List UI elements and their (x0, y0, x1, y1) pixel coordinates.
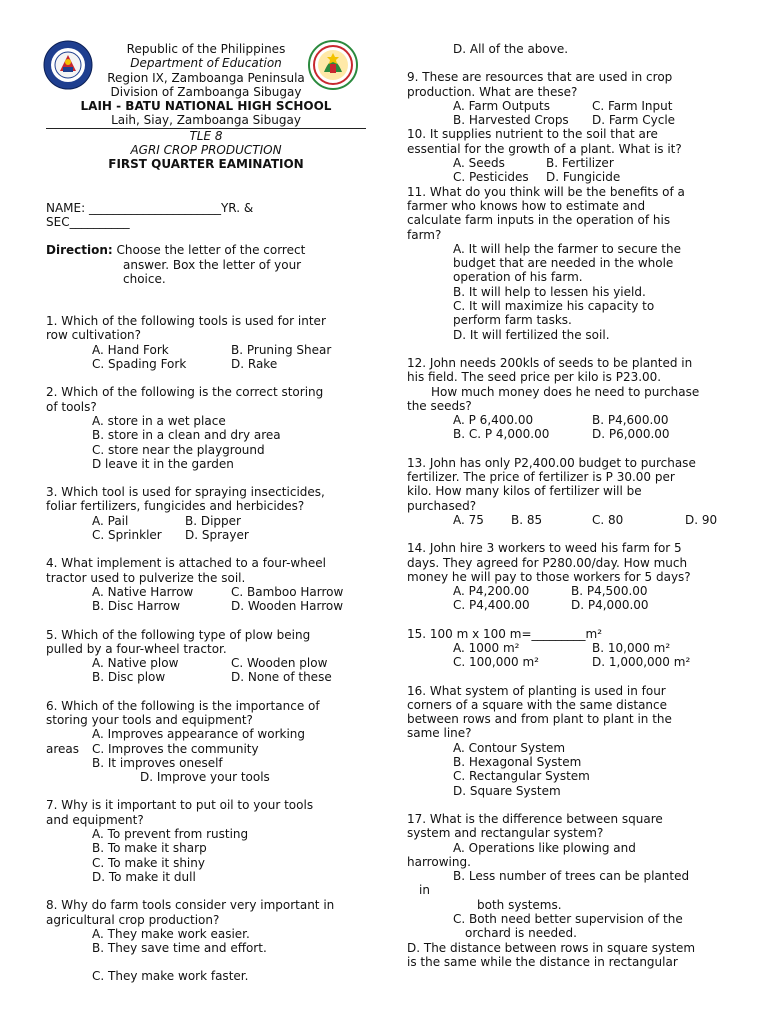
choice-b[interactable]: B. Disc Harrow (92, 599, 181, 614)
question-stem: 8. Why do farm tools consider very important in (46, 898, 335, 913)
choice-b-cont: in (419, 883, 430, 898)
choice-b[interactable]: B. To make it sharp (92, 841, 207, 856)
section-field-line[interactable]: SEC__________ (46, 214, 130, 229)
republic-line: Republic of the Philippines (126, 42, 286, 56)
course-line: AGRI CROP PRODUCTION (130, 143, 282, 158)
choice-b[interactable]: B. They save time and effort. (92, 941, 267, 956)
q8-choice-d[interactable]: D. All of the above. (453, 42, 569, 56)
choice-a[interactable]: A. Improves appearance of working (92, 727, 306, 742)
direction-text-3: choice. (123, 271, 166, 286)
choice-c[interactable]: C. Rectangular System (453, 769, 590, 784)
choice-c[interactable]: C. store near the playground (92, 442, 265, 457)
choice-a-continuation: areas (46, 741, 80, 756)
choice-d[interactable]: D. Rake (231, 357, 278, 372)
choice-a[interactable]: A. 1000 m² (453, 640, 520, 655)
question-stem: of tools? (46, 399, 97, 414)
question-stem: production. What are these? (407, 84, 578, 99)
choice-c-cont: orchard is needed. (465, 926, 577, 941)
choice-c[interactable]: C. 100,000 m² (453, 655, 539, 670)
choice-b[interactable]: B. It will help to lessen his yield. (453, 284, 646, 299)
question-stem: 4. What implement is attached to a four-wheel (46, 556, 326, 571)
department-line: Department of Education (130, 56, 282, 71)
question-stem: farmer who knows how to estimate and (407, 198, 646, 213)
question-stem: 10. It supplies nutrient to the soil that are (407, 127, 658, 142)
question-1 (46, 314, 366, 371)
region-line: Region IX, Zamboanga Peninsula (107, 70, 305, 85)
choice-d[interactable]: D. Improve your tools (140, 770, 270, 785)
choice-d[interactable]: D. P6,000.00 (592, 427, 670, 442)
choice-b[interactable]: B. 10,000 m² (592, 640, 671, 655)
question-stem: farm? (407, 227, 442, 242)
direction-text-1: Choose the letter of the correct (112, 243, 306, 258)
choice-d[interactable]: D. 1,000,000 m² (592, 655, 691, 670)
question-16 (407, 684, 725, 798)
question-stem: fertilizer. The price of fertilizer is P 30.00 per (407, 470, 675, 485)
question-stem: purchased? (407, 498, 477, 513)
question-stem: kilo. How many kilos of fertilizer will be (407, 484, 642, 499)
choice-b[interactable]: B. store in a clean and dry area (92, 428, 281, 443)
question-stem: How much money does he need to purchase (431, 384, 700, 399)
question-stem: corners of a square with the same distance (407, 697, 668, 712)
choice-b[interactable]: B. Disc plow (92, 670, 166, 685)
direction-text-2: answer. Box the letter of your (123, 257, 302, 272)
choice-d-cont: is the same while the distance in rectangular (407, 954, 678, 969)
choice-d[interactable]: D. Farm Cycle (592, 113, 676, 128)
question-stem: 5. Which of the following type of plow being (46, 627, 311, 642)
choice-b[interactable]: B. Pruning Shear (231, 342, 332, 357)
right-column (407, 0, 725, 969)
choice-a[interactable]: A. Operations like plowing and (453, 840, 636, 855)
name-field-line[interactable]: NAME: ______________________YR. & (46, 200, 254, 215)
question-10 (407, 127, 725, 184)
choice-a-cont: harrowing. (407, 854, 471, 869)
choice-a[interactable]: A. Native plow (92, 656, 179, 671)
choice-d[interactable]: D. 90 (685, 512, 718, 527)
question-stem: storing your tools and equipment? (46, 712, 253, 727)
question-11 (407, 185, 725, 342)
choice-a-cont: budget that are needed in the whole (453, 256, 674, 271)
question-5 (46, 628, 366, 685)
choice-c[interactable]: C. Spading Fork (92, 357, 187, 372)
choice-a[interactable]: A. Farm Outputs (453, 98, 550, 113)
question-stem: system and rectangular system? (407, 826, 604, 841)
direction-label: Direction: (46, 243, 113, 258)
choice-a[interactable]: A. They make work easier. (92, 926, 250, 941)
question-12 (407, 356, 725, 442)
choice-d[interactable]: D. To make it dull (92, 869, 196, 884)
choice-c[interactable]: C. P4,400.00 (453, 598, 530, 613)
choice-c[interactable]: B. C. P 4,000.00 (453, 427, 550, 442)
question-stem: calculate farm inputs in the operation of his (407, 213, 671, 228)
question-stem: essential for the growth of a plant. What is it? (407, 141, 682, 156)
question-stem: 14. John hire 3 workers to weed his farm for 5 (407, 541, 682, 556)
choice-d[interactable]: D. Sprayer (185, 528, 249, 543)
choice-c[interactable]: C. To make it shiny (92, 855, 205, 870)
question-13 (407, 456, 725, 527)
choice-b[interactable]: B. It improves oneself (92, 755, 223, 770)
choice-d[interactable]: D. P4,000.00 (571, 598, 649, 613)
direction-block (46, 243, 366, 286)
choice-c-cont: perform farm tasks. (453, 313, 572, 328)
choice-c[interactable]: C. 80 (592, 512, 624, 527)
exam-title: FIRST QUARTER EAMINATION (108, 157, 304, 172)
question-3 (46, 485, 366, 542)
question-14 (407, 541, 725, 612)
choice-c[interactable]: C. They make work faster. (92, 969, 249, 984)
choice-a[interactable]: A. To prevent from rusting (92, 827, 249, 842)
question-stem: 17. What is the difference between square (407, 811, 663, 826)
header-block (46, 42, 366, 172)
choice-d[interactable]: D. It will fertilized the soil. (453, 327, 610, 342)
question-stem: row cultivation? (46, 328, 142, 343)
choice-b[interactable]: B. Fertilizer (546, 156, 614, 171)
choice-a[interactable]: A. Pail (92, 513, 129, 528)
choice-d[interactable]: D. None of these (231, 670, 332, 685)
choice-d[interactable]: D. Wooden Harrow (231, 599, 344, 614)
choice-b[interactable]: B. Hexagonal System (453, 755, 582, 770)
choice-b[interactable]: B. Harvested Crops (453, 113, 569, 128)
question-15 (407, 627, 725, 670)
question-stem: pulled by a four-wheel tractor. (46, 641, 227, 656)
school-name: LAIH - BATU NATIONAL HIGH SCHOOL (80, 99, 332, 114)
question-stem: his field. The seed price per kilo is P23.00. (407, 370, 662, 385)
choice-b[interactable]: B. Less number of trees can be planted (453, 869, 690, 884)
question-stem: 9. These are resources that are used in crop (407, 70, 673, 85)
choice-c[interactable]: C. Pesticides (453, 170, 529, 185)
choice-a[interactable]: A. Native Harrow (92, 584, 194, 599)
choice-d[interactable]: D. Fungicide (546, 170, 621, 185)
question-6 (46, 699, 366, 785)
choice-a[interactable]: A. store in a wet place (92, 413, 226, 428)
question-stem: 16. What system of planting is used in four (407, 683, 666, 698)
choice-a[interactable]: A. Contour System (453, 740, 566, 755)
question-17 (407, 812, 725, 969)
question-2 (46, 385, 366, 471)
choice-d[interactable]: D. The distance between rows in square system (407, 940, 696, 955)
question-stem: agricultural crop production? (46, 912, 220, 927)
question-8 (46, 898, 366, 983)
choice-a[interactable]: A. It will help the farmer to secure the (453, 241, 681, 256)
choice-a[interactable]: A. 75 (453, 512, 484, 527)
school-address: Laih, Siay, Zamboanga Sibugay (111, 113, 301, 128)
question-stem: 12. John needs 200kls of seeds to be planted in (407, 355, 693, 370)
choice-a[interactable]: A. Seeds (453, 156, 505, 171)
question-stem: and equipment? (46, 812, 144, 827)
choice-a[interactable]: A. Hand Fork (92, 342, 169, 357)
choice-c[interactable]: C. Wooden plow (231, 656, 328, 671)
choice-b[interactable]: B. Dipper (185, 513, 241, 528)
left-column (46, 0, 366, 984)
question-stem: money he will pay to those workers for 5 days? (407, 569, 691, 584)
choice-b[interactable]: B. P4,500.00 (571, 584, 648, 599)
question-stem: same line? (407, 726, 472, 741)
question-stem: days. They agreed for P280.00/day. How much (407, 555, 688, 570)
choice-c[interactable]: C. Both need better supervision of the (453, 912, 683, 927)
question-stem: 11. What do you think will be the benefits of a (407, 184, 685, 199)
question-stem: 1. Which of the following tools is used for inter (46, 314, 326, 329)
question-stem: 15. 100 m x 100 m=_________m² (407, 626, 602, 641)
subject-line: TLE 8 (189, 128, 223, 143)
question-stem: 6. Which of the following is the importance of (46, 698, 320, 713)
question-7 (46, 798, 366, 884)
choice-a[interactable]: A. P4,200.00 (453, 584, 530, 599)
choice-b[interactable]: B. 85 (511, 512, 543, 527)
division-line: Division of Zamboanga Sibugay (110, 84, 302, 99)
choice-c[interactable]: C. Bamboo Harrow (231, 584, 344, 599)
choice-c[interactable]: C. It will maximize his capacity to (453, 299, 655, 314)
choice-b[interactable]: B. P4,600.00 (592, 413, 669, 428)
choice-a-cont: operation of his farm. (453, 270, 583, 285)
choice-c[interactable]: C. Improves the community (92, 741, 259, 756)
choice-b-cont: both systems. (477, 897, 562, 912)
choice-d[interactable]: D leave it in the garden (92, 456, 234, 471)
choice-c[interactable]: C. Sprinkler (92, 528, 162, 543)
question-stem: 3. Which tool is used for spraying insecticides, (46, 485, 325, 500)
question-stem: tractor used to pulverize the soil. (46, 570, 246, 585)
question-stem: between rows and from plant to plant in the (407, 712, 672, 727)
question-stem: 2. Which of the following is the correct storing (46, 385, 324, 400)
question-stem: the seeds? (407, 398, 472, 413)
choice-a[interactable]: A. P 6,400.00 (453, 413, 534, 428)
question-4 (46, 556, 366, 613)
choice-d[interactable]: D. Square System (453, 783, 561, 798)
choice-c[interactable]: C. Farm Input (592, 98, 673, 113)
question-stem: 13. John has only P2,400.00 budget to purchase (407, 455, 696, 470)
question-stem: foliar fertilizers, fungicides and herbicides? (46, 499, 305, 514)
question-9 (407, 70, 725, 127)
question-stem: 7. Why is it important to put oil to your tools (46, 798, 314, 813)
